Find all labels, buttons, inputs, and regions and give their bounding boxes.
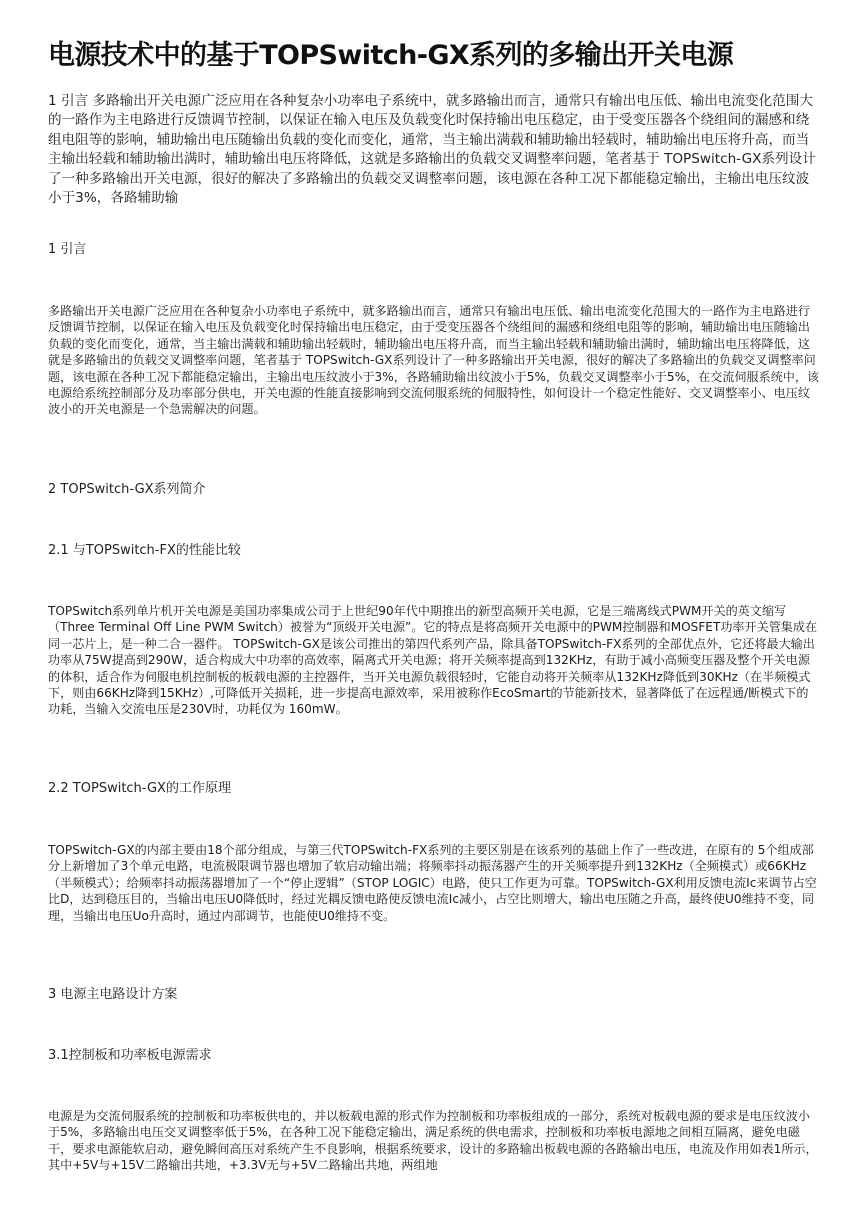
section-heading-fx-comparison: 2.1 与TOPSwitch-FX的性能比较 bbox=[48, 543, 241, 558]
section-heading-power-requirements: 3.1控制板和功率板电源需求 bbox=[48, 1048, 212, 1063]
abstract-paragraph: 1 引言 多路输出开关电源广泛应用在各种复杂小功率电子系统中，就多路输出而言，通常只有输出电压低、输出电流变化范围大的一路作为主电路进行反馈调节控制，以保证在输入电压及负载变化时保持输出电压稳定，由于受变压器各个绕组间的漏感和绕组电阻等的影响，辅助输出电压随输出负载的变化而变化，通常，当主输出满载和辅助输出轻载时，辅助输出电压将升高，而当主输出轻载和辅助输出满时，辅助输出电压将降低，这就是多路输出的负载交叉调整率问题，笔者基于 TOPSwitch-GX系列设计了一种多路输出开关电源，很好的解决了多路输出的负载交叉调整率问题，该电源在各种工况下都能稳定输出，主输出电压纹波小于3%，各路辅助输 bbox=[48, 93, 816, 207]
section-paragraph-fx-comparison: TOPSwitch系列单片机开关电源是美国功率集成公司于上世纪90年代中期推出的新型高频开关电源，它是三端离线式PWM开关的英文缩写（Three Terminal Off Line PWM Switch）被誉为“顶级开关电源”。它的特点是将高频开关电源中的PWM控制器和MOSFET功率开关管集成在同一芯片上，是一种二合一器件。 TOPSwitch-GX是该公司推出的第四代系列产品，除具备TOPSwitch-FX系列的全部优点外，它还将最大输出功率从75W提高到290W，适合构成大中功率的高效率，隔离式开关电源；将开关频率提高到132KHz，有助于减小高频变压器及整个开关电源的体积，适合作为伺服电机控制板的板载电源的主控器件，当开关电源负载很轻时，它能自动将开关频率从132KHz降低到30KHz（在半频模式下，则由66KHz降到15KHz）,可降低开关损耗，进一步提高电源效率，采用被称作EcoSmart的节能新技术，显著降低了在远程通/断模式下的功耗，当输入交流电压是230V时，功耗仅为 160mW。 bbox=[48, 604, 818, 717]
section-paragraph-power-requirements: 电源是为交流伺服系统的控制板和功率板供电的，并以板载电源的形式作为控制板和功率板组成的一部分，系统对板载电源的要求是电压纹波小于5%，多路输出电压交叉调整率低于5%，在各种工况下能稳定输出，满足系统的供电需求，控制板和功率板电源地之间相互隔离，避免电磁干，要求电源能软启动，避免瞬间高压对系统产生不良影响，根据系统要求，设计的多路输出板载电源的各路输出电压，电流及作用如表1所示，其中+5V与+15V二路输出共地，+3.3V无与+5V二路输出共地，两组地 bbox=[48, 1109, 818, 1173]
page-title: 电源技术中的基于TOPSwitch-GX系列的多输出开关电源 bbox=[48, 40, 734, 71]
section-heading-working-principle: 2.2 TOPSwitch-GX的工作原理 bbox=[48, 781, 231, 796]
section-heading-main-circuit: 3 电源主电路设计方案 bbox=[48, 987, 178, 1002]
section-paragraph-working-principle: TOPSwitch-GX的内部主要由18个部分组成，与第三代TOPSwitch-FX系列的主要区别是在该系列的基础上作了一些改进，在原有的 5个组成部分上新增加了3个单元电路，电流极限调节器也增加了软启动输出端；将频率抖动振荡器产生的开关频率提升到132KHz（全频模式）或66KHz （半频模式）；给频率抖动振荡器增加了一个“停止逻辑”（STOP LOGIC）电路，使只工作更为可靠。TOPSwitch-GX利用反馈电流Ic来调节占空比D，达到稳压目的，当输出电压U0降低时，经过光耦反馈电路使反馈电流Ic减小，占空比则增大，输出电压随之升高，最终使U0维持不变，同理，当输出电压Uo升高时，通过内部调节，也能使U0维持不变。 bbox=[48, 843, 817, 923]
section-paragraph-introduction: 多路输出开关电源广泛应用在各种复杂小功率电子系统中，就多路输出而言，通常只有输出电压低、输出电流变化范围大的一路作为主电路进行反馈调节控制，以保证在输入电压及负载变化时保持输出电压稳定，由于受变压器各个绕组间的漏感和绕组电阻等的影响，辅助输出电压随输出负载的变化而变化，通常，当主输出满载和辅助输出轻载时，辅助输出电压将升高，而当主输出轻载和辅助输出满时，辅助输出电压将降低，这就是多路输出的负载交叉调整率问题，笔者基于 TOPSwitch-GX系列设计了一种多路输出开关电源，很好的解决了多路输出的负载交叉调整率问题，该电源在各种工况下都能稳定输出，主输出电压纹波小于3%，各路辅助输出纹波小于5%，负载交叉调整率小于5%，在交流伺服系统中，该电源给系统控制部分及功率部分供电，开关电源的性能直接影响到交流伺服系统的伺服特性，如何设计一个稳定性能好、交叉调整率小、电压纹波小的开关电源是一个急需解决的问题。 bbox=[48, 304, 820, 417]
section-heading-topswitch-intro: 2 TOPSwitch-GX系列简介 bbox=[48, 482, 206, 497]
section-heading-introduction: 1 引言 bbox=[48, 242, 87, 257]
